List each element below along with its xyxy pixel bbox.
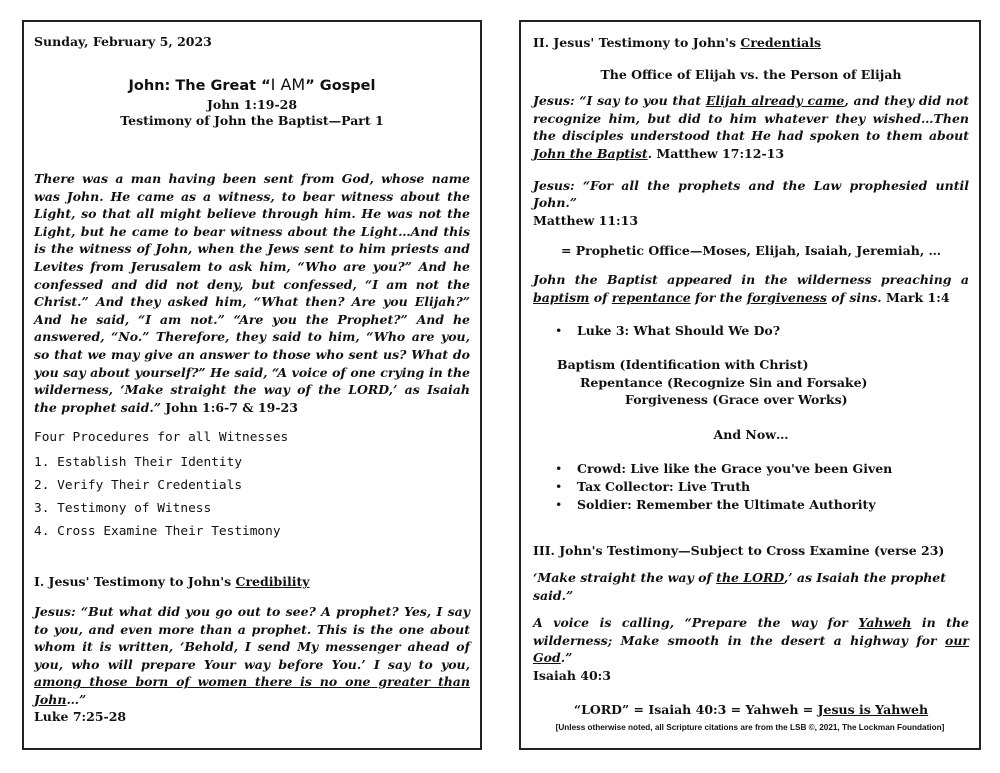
right-panel <box>519 20 981 750</box>
baptism-line: Baptism (Identification with Christ) <box>557 357 809 373</box>
scripture-reference: John 1:19-28 <box>206 97 298 112</box>
mark-quote: John the Baptist appeared in the wilderness preaching a baptism of repentance for the forgiveness of sins. Mark 1:4 <box>533 271 969 305</box>
office-heading: The Office of Elijah vs. the Person of Elijah <box>600 66 902 82</box>
date: Sunday, February 5, 2023 <box>34 34 212 49</box>
luke-quote: Jesus: “But what did you go out to see? A prophet? Yes, I say to you, and even more than a prophet. This is the one about whom it is written, ‘Behold, I send My messenger ahead of you, who will prepare Your way before You.’ I say to you, among those born of women there is no one greater than John…” <box>34 603 470 707</box>
list-item: 2. Verify Their Credentials <box>34 478 243 494</box>
matthew-11-reference: Matthew 11:13 <box>533 212 639 228</box>
matthew-17-quote: Jesus: “I say to you that Elijah already came, and they did not recognize him, but did to him whatever they wished…Then the disciples understood that He had spoken to them about John the Baptist. Matthew 17:12-13 <box>533 93 969 161</box>
list-item: • Crowd: Live like the Grace you've been Given <box>555 460 969 478</box>
forgiveness-line: Forgiveness (Grace over Works) <box>625 392 848 408</box>
luke-reference: Luke 7:25-28 <box>34 709 127 725</box>
matthew-11-quote: Jesus: “For all the prophets and the Law prophesied until John.” Matthew 11:13 <box>533 177 969 228</box>
passage-reference: John 1:6-7 & 19-23 <box>165 399 298 415</box>
isaiah-quote: A voice is calling, “Prepare the way for Yahweh in the wilderness; Make smooth in the desert a highway for our God.” <box>533 615 970 666</box>
list-item: 1. Establish Their Identity <box>34 455 243 471</box>
make-straight-quote: ‘Make straight the way of the LORD,’ as Isaiah the prophet said.” <box>533 570 947 603</box>
sermon-title: John: The Great “I AM” Gospel <box>128 75 376 94</box>
i-am-text: I AM <box>270 75 306 94</box>
luke-3-list <box>555 322 969 340</box>
section-2-heading: II. Jesus' Testimony to John's Credentials <box>533 35 822 50</box>
opening-passage: There was a man having been sent from God, whose name was John. He came as a witness, to bear witness about the Light, so that all might believe through him. He was not the Light, but he came to bear witness about the Light…And this is the witness of John, when the Jews sent to him priests and Levites from Jerusalem to ask him, “Who are you?” And he confessed and did not deny, but confessed, “I am not the Christ.” And they asked him, “What then? Are you Elijah?” And he said, “I am not.” “Are you the Prophet?” And he answered, “No.” Therefore, they said to him, “Who are you, so that we may give an answer to those who sent us? What do you say about yourself?” He said, “A voice of one crying in the wilderness, ‘Make straight the way of the LORD,’ as Isaiah the prophet said.” John 1:6-7 & 19-23 <box>34 171 470 415</box>
lord-equation: “LORD” = Isaiah 40:3 = Yahweh = Jesus is Yahweh <box>573 701 929 717</box>
list-item: • Tax Collector: Live Truth <box>555 478 969 496</box>
section-3-heading: III. John's Testimony—Subject to Cross Examine (verse 23) <box>533 542 945 558</box>
matthew-17-reference: Matthew 17:12-13 <box>656 145 785 161</box>
isaiah-reference: Isaiah 40:3 <box>533 668 611 684</box>
left-panel <box>22 20 482 750</box>
list-item: • Luke 3: What Should We Do? <box>555 322 969 340</box>
list-item: 4. Cross Examine Their Testimony <box>34 524 281 540</box>
procedures-heading: Four Procedures for all Witnesses <box>34 430 289 446</box>
list-item: • Soldier: Remember the Ultimate Authority <box>555 496 969 514</box>
procedures-list <box>34 451 470 543</box>
prophetic-office-line: = Prophetic Office—Moses, Elijah, Isaiah, Jeremiah, … <box>560 243 942 259</box>
application-list <box>555 460 969 514</box>
sermon-subtitle: Testimony of John the Baptist—Part 1 <box>120 113 384 128</box>
citation-footer: [Unless otherwise noted, all Scripture citations are from the LSB ©, 2021, The Lockman Foundation] <box>555 723 945 732</box>
list-item: 3. Testimony of Witness <box>34 501 212 517</box>
and-now-heading: And Now… <box>713 426 789 442</box>
section-1-heading: I. Jesus' Testimony to John's Credibility <box>34 574 310 590</box>
mark-reference: Mark 1:4 <box>886 289 950 305</box>
repentance-line: Repentance (Recognize Sin and Forsake) <box>580 374 868 390</box>
